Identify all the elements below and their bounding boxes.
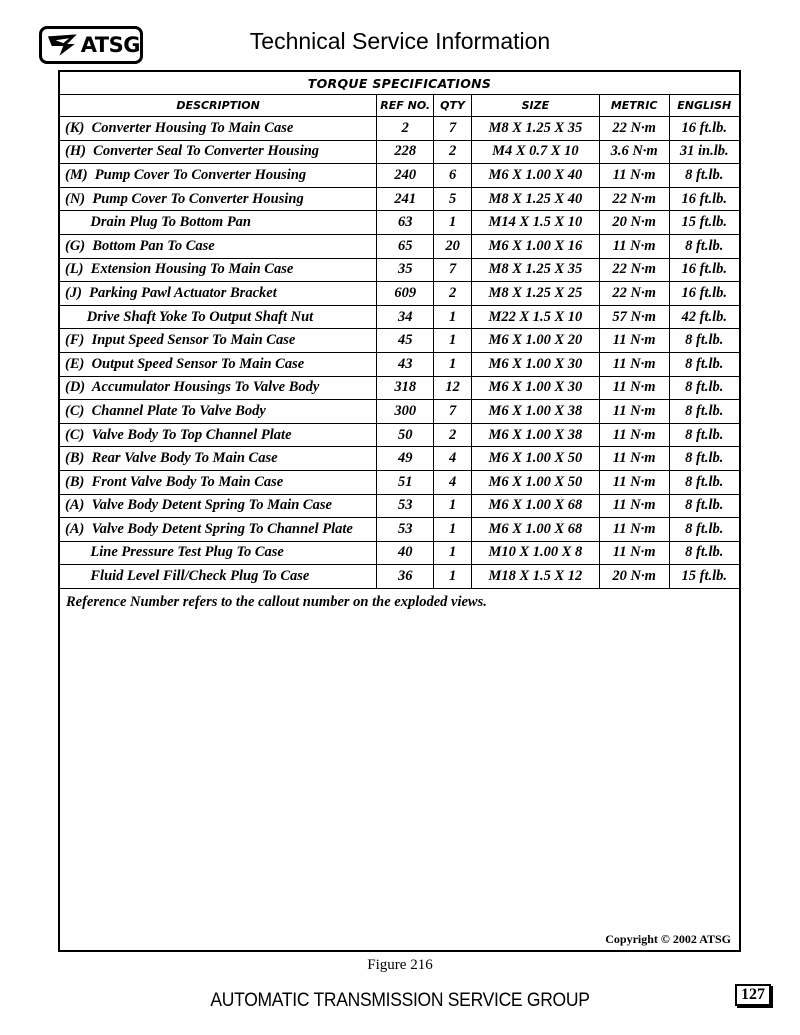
cell-description: (A) Valve Body Detent Spring To Channel Plate (60, 518, 377, 542)
table-title: TORQUE SPECIFICATIONS (60, 72, 739, 95)
cell-ref-no: 43 (377, 352, 434, 376)
column-header-english: ENGLISH (669, 95, 739, 117)
cell-size: M6 X 1.00 X 38 (472, 400, 600, 424)
copyright-notice: Copyright © 2002 ATSG (605, 932, 731, 946)
cell-size: M18 X 1.5 X 12 (472, 565, 600, 589)
cell-ref-no: 50 (377, 423, 434, 447)
cell-english: 8 ft.lb. (669, 352, 739, 376)
cell-qty: 4 (434, 470, 472, 494)
cell-english: 42 ft.lb. (669, 305, 739, 329)
cell-metric: 11 N·m (599, 376, 669, 400)
table-row (60, 258, 739, 282)
table-row (60, 211, 739, 235)
table-row (60, 234, 739, 258)
cell-description: (F) Input Speed Sensor To Main Case (60, 329, 377, 353)
table-row (60, 518, 739, 542)
table-row (60, 282, 739, 306)
cell-metric: 11 N·m (599, 423, 669, 447)
column-header-ref-no: REF NO. (377, 95, 434, 117)
column-header-metric: METRIC (599, 95, 669, 117)
cell-english: 16 ft.lb. (669, 282, 739, 306)
cell-description: (C) Channel Plate To Valve Body (60, 400, 377, 424)
column-header-description: DESCRIPTION (60, 95, 377, 117)
cell-metric: 11 N·m (599, 518, 669, 542)
table-row (60, 140, 739, 164)
cell-ref-no: 240 (377, 164, 434, 188)
cell-qty: 7 (434, 117, 472, 141)
cell-ref-no: 53 (377, 518, 434, 542)
cell-metric: 22 N·m (599, 187, 669, 211)
cell-description: (M) Pump Cover To Converter Housing (60, 164, 377, 188)
spec-frame (58, 70, 741, 952)
cell-metric: 11 N·m (599, 234, 669, 258)
cell-ref-no: 53 (377, 494, 434, 518)
cell-description: (E) Output Speed Sensor To Main Case (60, 352, 377, 376)
cell-metric: 22 N·m (599, 117, 669, 141)
cell-english: 8 ft.lb. (669, 447, 739, 471)
cell-qty: 2 (434, 423, 472, 447)
cell-english: 8 ft.lb. (669, 234, 739, 258)
cell-english: 16 ft.lb. (669, 117, 739, 141)
cell-qty: 4 (434, 447, 472, 471)
table-row (60, 376, 739, 400)
table-row (60, 164, 739, 188)
cell-ref-no: 65 (377, 234, 434, 258)
cell-size: M6 X 1.00 X 68 (472, 518, 600, 542)
logo-text: ATSG (80, 33, 140, 57)
cell-size: M6 X 1.00 X 40 (472, 164, 600, 188)
cell-size: M6 X 1.00 X 50 (472, 447, 600, 471)
cell-size: M6 X 1.00 X 68 (472, 494, 600, 518)
cell-qty: 1 (434, 211, 472, 235)
cell-qty: 1 (434, 305, 472, 329)
cell-description: (H) Converter Seal To Converter Housing (60, 140, 377, 164)
cell-size: M4 X 0.7 X 10 (472, 140, 600, 164)
cell-qty: 2 (434, 282, 472, 306)
cell-qty: 2 (434, 140, 472, 164)
cell-description: (J) Parking Pawl Actuator Bracket (60, 282, 377, 306)
table-row (60, 187, 739, 211)
table-row (60, 117, 739, 141)
cell-size: M6 X 1.00 X 30 (472, 376, 600, 400)
cell-description: (N) Pump Cover To Converter Housing (60, 187, 377, 211)
cell-english: 8 ft.lb. (669, 518, 739, 542)
cell-qty: 1 (434, 518, 472, 542)
cell-description: Drive Shaft Yoke To Output Shaft Nut (60, 305, 377, 329)
cell-qty: 1 (434, 352, 472, 376)
table-row (60, 400, 739, 424)
cell-ref-no: 45 (377, 329, 434, 353)
cell-size: M14 X 1.5 X 10 (472, 211, 600, 235)
cell-ref-no: 241 (377, 187, 434, 211)
table-row (60, 423, 739, 447)
cell-metric: 11 N·m (599, 352, 669, 376)
table-row (60, 541, 739, 565)
cell-size: M8 X 1.25 X 35 (472, 117, 600, 141)
cell-english: 8 ft.lb. (669, 164, 739, 188)
cell-ref-no: 34 (377, 305, 434, 329)
cell-english: 15 ft.lb. (669, 211, 739, 235)
table-row (60, 447, 739, 471)
cell-metric: 11 N·m (599, 447, 669, 471)
table-row (60, 565, 739, 589)
cell-english: 8 ft.lb. (669, 400, 739, 424)
cell-english: 31 in.lb. (669, 140, 739, 164)
cell-description: Drain Plug To Bottom Pan (60, 211, 377, 235)
cell-qty: 7 (434, 400, 472, 424)
column-header-qty: QTY (434, 95, 472, 117)
cell-qty: 1 (434, 565, 472, 589)
cell-ref-no: 49 (377, 447, 434, 471)
cell-english: 16 ft.lb. (669, 187, 739, 211)
cell-ref-no: 300 (377, 400, 434, 424)
cell-description: (G) Bottom Pan To Case (60, 234, 377, 258)
cell-english: 8 ft.lb. (669, 376, 739, 400)
cell-size: M6 X 1.00 X 38 (472, 423, 600, 447)
cell-size: M6 X 1.00 X 30 (472, 352, 600, 376)
cell-qty: 1 (434, 329, 472, 353)
cell-english: 8 ft.lb. (669, 470, 739, 494)
cell-description: (B) Front Valve Body To Main Case (60, 470, 377, 494)
table-row (60, 352, 739, 376)
cell-metric: 22 N·m (599, 258, 669, 282)
cell-metric: 11 N·m (599, 164, 669, 188)
cell-qty: 20 (434, 234, 472, 258)
cell-metric: 11 N·m (599, 541, 669, 565)
cell-qty: 6 (434, 164, 472, 188)
cell-qty: 1 (434, 494, 472, 518)
cell-size: M6 X 1.00 X 16 (472, 234, 600, 258)
cell-size: M8 X 1.25 X 25 (472, 282, 600, 306)
cell-description: (B) Rear Valve Body To Main Case (60, 447, 377, 471)
cell-english: 15 ft.lb. (669, 565, 739, 589)
cell-size: M6 X 1.00 X 20 (472, 329, 600, 353)
table-row (60, 305, 739, 329)
cell-ref-no: 51 (377, 470, 434, 494)
cell-metric: 11 N·m (599, 400, 669, 424)
cell-qty: 5 (434, 187, 472, 211)
cell-metric: 3.6 N·m (599, 140, 669, 164)
cell-english: 8 ft.lb. (669, 541, 739, 565)
cell-ref-no: 40 (377, 541, 434, 565)
figure-caption: Figure 216 (367, 957, 433, 973)
cell-ref-no: 36 (377, 565, 434, 589)
cell-english: 16 ft.lb. (669, 258, 739, 282)
cell-ref-no: 609 (377, 282, 434, 306)
cell-english: 8 ft.lb. (669, 329, 739, 353)
torque-spec-table (60, 72, 739, 589)
table-row (60, 470, 739, 494)
cell-description: (A) Valve Body Detent Spring To Main Case (60, 494, 377, 518)
cell-qty: 1 (434, 541, 472, 565)
cell-metric: 11 N·m (599, 494, 669, 518)
cell-size: M8 X 1.25 X 35 (472, 258, 600, 282)
cell-ref-no: 228 (377, 140, 434, 164)
cell-ref-no: 318 (377, 376, 434, 400)
cell-qty: 7 (434, 258, 472, 282)
cell-metric: 20 N·m (599, 211, 669, 235)
cell-description: (K) Converter Housing To Main Case (60, 117, 377, 141)
cell-metric: 11 N·m (599, 329, 669, 353)
cell-metric: 11 N·m (599, 470, 669, 494)
cell-description: Fluid Level Fill/Check Plug To Case (60, 565, 377, 589)
cell-ref-no: 35 (377, 258, 434, 282)
reference-footnote: Reference Number refers to the callout number on the exploded views. (66, 594, 487, 610)
cell-metric: 57 N·m (599, 305, 669, 329)
table-row (60, 494, 739, 518)
cell-metric: 20 N·m (599, 565, 669, 589)
cell-english: 8 ft.lb. (669, 494, 739, 518)
cell-ref-no: 63 (377, 211, 434, 235)
cell-english: 8 ft.lb. (669, 423, 739, 447)
cell-size: M6 X 1.00 X 50 (472, 470, 600, 494)
cell-description: (L) Extension Housing To Main Case (60, 258, 377, 282)
cell-metric: 22 N·m (599, 282, 669, 306)
cell-description: (C) Valve Body To Top Channel Plate (60, 423, 377, 447)
cell-ref-no: 2 (377, 117, 434, 141)
cell-qty: 12 (434, 376, 472, 400)
footer-title: AUTOMATIC TRANSMISSION SERVICE GROUP (210, 990, 590, 1011)
page-number: 127 (735, 984, 771, 1006)
column-header-size: SIZE (472, 95, 600, 117)
cell-description: (D) Accumulator Housings To Valve Body (60, 376, 377, 400)
cell-description: Line Pressure Test Plug To Case (60, 541, 377, 565)
page-header-title: Technical Service Information (249, 28, 551, 54)
cell-size: M22 X 1.5 X 10 (472, 305, 600, 329)
table-row (60, 329, 739, 353)
cell-size: M8 X 1.25 X 40 (472, 187, 600, 211)
cell-size: M10 X 1.00 X 8 (472, 541, 600, 565)
